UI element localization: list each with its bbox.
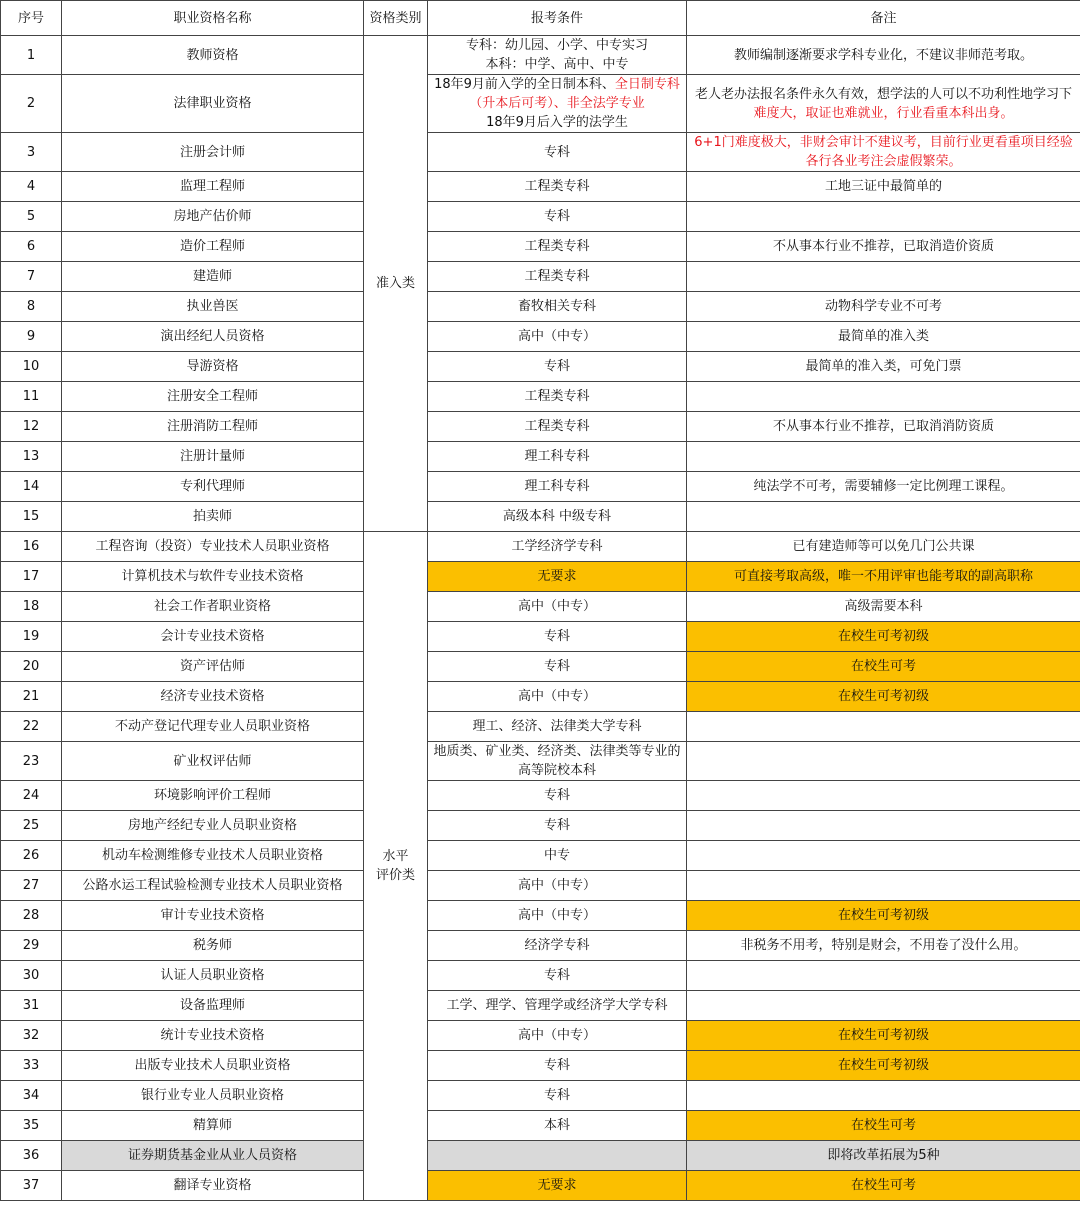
- table-row: [1, 442, 1080, 472]
- row-name: 教师资格: [62, 36, 364, 75]
- row-note: 在校生可考: [687, 1111, 1080, 1141]
- row-no: 22: [1, 712, 62, 742]
- table-row: [1, 931, 1080, 961]
- row-name: 统计专业技术资格: [62, 1021, 364, 1051]
- row-name: 精算师: [62, 1111, 364, 1141]
- row-note: 工地三证中最简单的: [687, 172, 1080, 202]
- row-conditions: 工程类专科: [428, 172, 687, 202]
- row-no: 16: [1, 532, 62, 562]
- row-conditions: 专科: [428, 352, 687, 382]
- row-note: [687, 442, 1080, 472]
- row-conditions: 畜牧相关专科: [428, 292, 687, 322]
- row-name: 证券期货基金业从业人员资格: [62, 1141, 364, 1171]
- category-level-evaluation: [364, 532, 428, 1201]
- table-row: [1, 1021, 1080, 1051]
- conditions-line: 专科：幼儿园、小学、中专实习: [465, 38, 648, 53]
- row-note: 6+1门难度极大，非财会审计不建议考，目前行业更看重项目经验各行各业考注会虚假繁荣。: [687, 133, 1080, 172]
- row-no: 2: [1, 75, 62, 133]
- row-no: 27: [1, 871, 62, 901]
- table-row: [1, 472, 1080, 502]
- row-note: 不从事本行业不推荐，已取消消防资质: [687, 412, 1080, 442]
- row-note: 可直接考取高级，唯一不用评审也能考取的副高职称: [687, 562, 1080, 592]
- row-name: 认证人员职业资格: [62, 961, 364, 991]
- row-note: [687, 961, 1080, 991]
- note-warning-text: 难度大，取证也难就业，行业看重本科出身。: [753, 105, 1014, 121]
- row-conditions: 高中（中专）: [428, 682, 687, 712]
- row-no: 24: [1, 781, 62, 811]
- header-notes: 备注: [687, 1, 1080, 36]
- row-no: 17: [1, 562, 62, 592]
- table-row: [1, 592, 1080, 622]
- row-note: [687, 871, 1080, 901]
- row-no: 35: [1, 1111, 62, 1141]
- row-no: 34: [1, 1081, 62, 1111]
- row-note: [687, 1081, 1080, 1111]
- row-conditions: 高中（中专）: [428, 901, 687, 931]
- row-note: 在校生可考: [687, 652, 1080, 682]
- row-no: 19: [1, 622, 62, 652]
- row-name: 会计专业技术资格: [62, 622, 364, 652]
- table-row: [1, 172, 1080, 202]
- row-note: [687, 841, 1080, 871]
- row-no: 13: [1, 442, 62, 472]
- table-row: [1, 532, 1080, 562]
- row-conditions: 工学、理学、管理学或经济学大学专科: [428, 991, 687, 1021]
- row-conditions: 无要求: [428, 562, 687, 592]
- row-name: 不动产登记代理专业人员职业资格: [62, 712, 364, 742]
- row-conditions: 高中（中专）: [428, 1021, 687, 1051]
- note-text: 老人老办法报名条件永久有效，想学法的人可以不功利性地学习下: [694, 86, 1072, 102]
- row-no: 20: [1, 652, 62, 682]
- conditions-line: 本科：中学、高中、中专: [485, 57, 629, 72]
- category-line: 评价类: [375, 868, 415, 883]
- row-name: 注册消防工程师: [62, 412, 364, 442]
- row-name: 税务师: [62, 931, 364, 961]
- row-no: 37: [1, 1171, 62, 1201]
- row-name: 导游资格: [62, 352, 364, 382]
- row-note: 在校生可考初级: [687, 1051, 1080, 1081]
- row-conditions: 工程类专科: [428, 262, 687, 292]
- row-no: 12: [1, 412, 62, 442]
- row-no: 25: [1, 811, 62, 841]
- row-name: 审计专业技术资格: [62, 901, 364, 931]
- row-name: 注册计量师: [62, 442, 364, 472]
- row-conditions: 专科: [428, 811, 687, 841]
- header-category: 资格类别: [364, 1, 428, 36]
- row-conditions: 专科: [428, 1081, 687, 1111]
- table-row: [1, 502, 1080, 532]
- row-name: 法律职业资格: [62, 75, 364, 133]
- row-conditions: 高级本科 中级专科: [428, 502, 687, 532]
- row-note: 非税务不用考，特别是财会，不用卷了没什么用。: [687, 931, 1080, 961]
- table-row: [1, 382, 1080, 412]
- row-note: 在校生可考初级: [687, 682, 1080, 712]
- row-name: 翻译专业资格: [62, 1171, 364, 1201]
- row-note: [687, 781, 1080, 811]
- table-row: [1, 781, 1080, 811]
- row-name: 注册安全工程师: [62, 382, 364, 412]
- row-conditions: 专科: [428, 133, 687, 172]
- row-note: 最简单的准入类: [687, 322, 1080, 352]
- header-conditions: 报考条件: [428, 1, 687, 36]
- row-no: 15: [1, 502, 62, 532]
- row-note: 高级需要本科: [687, 592, 1080, 622]
- row-conditions: 工程类专科: [428, 412, 687, 442]
- category-entry: 准入类: [364, 36, 428, 532]
- table-row: [1, 841, 1080, 871]
- row-conditions: 专科: [428, 1051, 687, 1081]
- row-conditions: 工程类专科: [428, 232, 687, 262]
- row-no: 26: [1, 841, 62, 871]
- row-note: [687, 811, 1080, 841]
- row-note: 动物科学专业不可考: [687, 292, 1080, 322]
- row-note: [687, 382, 1080, 412]
- table-row: [1, 292, 1080, 322]
- row-note: [687, 742, 1080, 781]
- row-no: 10: [1, 352, 62, 382]
- row-conditions: 高中（中专）: [428, 322, 687, 352]
- table-row: [1, 652, 1080, 682]
- table-row: [1, 871, 1080, 901]
- row-no: 3: [1, 133, 62, 172]
- row-name: 资产评估师: [62, 652, 364, 682]
- header-name: 职业资格名称: [62, 1, 364, 36]
- conditions-line: 18年9月后入学的法学生: [486, 115, 628, 130]
- table-row: [1, 712, 1080, 742]
- row-note: 教师编制逐渐要求学科专业化，不建议非师范考取。: [687, 36, 1080, 75]
- row-note: 在校生可考初级: [687, 901, 1080, 931]
- row-conditions: 理工科专科: [428, 472, 687, 502]
- row-note: [687, 262, 1080, 292]
- row-note: [687, 202, 1080, 232]
- row-conditions: 专科: [428, 781, 687, 811]
- row-no: 18: [1, 592, 62, 622]
- row-note: [687, 991, 1080, 1021]
- row-conditions: [428, 36, 687, 75]
- row-no: 29: [1, 931, 62, 961]
- row-name: 执业兽医: [62, 292, 364, 322]
- row-name: 公路水运工程试验检测专业技术人员职业资格: [62, 871, 364, 901]
- row-name: 社会工作者职业资格: [62, 592, 364, 622]
- table-row: [1, 682, 1080, 712]
- row-no: 14: [1, 472, 62, 502]
- row-name: 造价工程师: [62, 232, 364, 262]
- row-note: 在校生可考初级: [687, 1021, 1080, 1051]
- row-name: 计算机技术与软件专业技术资格: [62, 562, 364, 592]
- row-no: 36: [1, 1141, 62, 1171]
- table-row: [1, 991, 1080, 1021]
- table-row: [1, 352, 1080, 382]
- table-row: [1, 1111, 1080, 1141]
- row-name: 专利代理师: [62, 472, 364, 502]
- row-note: [687, 502, 1080, 532]
- row-no: 31: [1, 991, 62, 1021]
- table-row: [1, 1171, 1080, 1201]
- row-no: 9: [1, 322, 62, 352]
- row-note: 即将改革拓展为5种: [687, 1141, 1080, 1171]
- table-row: [1, 622, 1080, 652]
- row-name: 环境影响评价工程师: [62, 781, 364, 811]
- row-conditions: 地质类、矿业类、经济类、法律类等专业的高等院校本科: [428, 742, 687, 781]
- table-row: [1, 811, 1080, 841]
- table-row: [1, 961, 1080, 991]
- row-name: 建造师: [62, 262, 364, 292]
- row-name: 房地产经纪专业人员职业资格: [62, 811, 364, 841]
- table-row: [1, 1051, 1080, 1081]
- header-no: 序号: [1, 1, 62, 36]
- row-note: 最简单的准入类，可免门票: [687, 352, 1080, 382]
- conditions-highlight-text: 全日制专科（升本后可考）、非全法学专业: [469, 77, 680, 111]
- row-name: 机动车检测维修专业技术人员职业资格: [62, 841, 364, 871]
- table-row: [1, 133, 1080, 172]
- row-conditions: 高中（中专）: [428, 871, 687, 901]
- row-name: 设备监理师: [62, 991, 364, 1021]
- row-conditions: 专科: [428, 652, 687, 682]
- row-name: 工程咨询（投资）专业技术人员职业资格: [62, 532, 364, 562]
- table-row: [1, 202, 1080, 232]
- row-conditions: 专科: [428, 202, 687, 232]
- table-row: [1, 1081, 1080, 1111]
- row-no: 4: [1, 172, 62, 202]
- row-no: 33: [1, 1051, 62, 1081]
- row-note: 已有建造师等可以免几门公共课: [687, 532, 1080, 562]
- row-no: 5: [1, 202, 62, 232]
- table-row: [1, 742, 1080, 781]
- row-name: 经济专业技术资格: [62, 682, 364, 712]
- row-no: 21: [1, 682, 62, 712]
- row-note: 不从事本行业不推荐，已取消造价资质: [687, 232, 1080, 262]
- row-conditions: 专科: [428, 961, 687, 991]
- table-row: [1, 232, 1080, 262]
- row-note: [687, 712, 1080, 742]
- table-row: [1, 262, 1080, 292]
- row-no: 28: [1, 901, 62, 931]
- row-conditions: 工程类专科: [428, 382, 687, 412]
- table-row: [1, 562, 1080, 592]
- row-conditions: 工学经济学专科: [428, 532, 687, 562]
- row-conditions: 中专: [428, 841, 687, 871]
- row-no: 7: [1, 262, 62, 292]
- row-conditions: 本科: [428, 1111, 687, 1141]
- row-conditions: [428, 75, 687, 133]
- row-conditions: 理工科专科: [428, 442, 687, 472]
- conditions-text: 18年9月前入学的全日制本科、: [434, 77, 615, 92]
- row-conditions: 理工、经济、法律类大学专科: [428, 712, 687, 742]
- table-row: [1, 36, 1080, 75]
- table-row: [1, 901, 1080, 931]
- row-name: 房地产估价师: [62, 202, 364, 232]
- table-row: [1, 412, 1080, 442]
- row-name: 拍卖师: [62, 502, 364, 532]
- row-name: 监理工程师: [62, 172, 364, 202]
- table-row: [1, 322, 1080, 352]
- row-conditions: 专科: [428, 622, 687, 652]
- category-line: 水平: [382, 849, 409, 864]
- row-no: 32: [1, 1021, 62, 1051]
- row-name: 注册会计师: [62, 133, 364, 172]
- row-note: 在校生可考: [687, 1171, 1080, 1201]
- row-note: [687, 75, 1080, 133]
- row-name: 银行业专业人员职业资格: [62, 1081, 364, 1111]
- row-no: 30: [1, 961, 62, 991]
- row-note: 纯法学不可考，需要辅修一定比例理工课程。: [687, 472, 1080, 502]
- header-row: [1, 1, 1080, 36]
- table-row: [1, 1141, 1080, 1171]
- row-no: 6: [1, 232, 62, 262]
- row-conditions: 经济学专科: [428, 931, 687, 961]
- row-note: 在校生可考初级: [687, 622, 1080, 652]
- row-no: 8: [1, 292, 62, 322]
- row-no: 11: [1, 382, 62, 412]
- row-conditions: 高中（中专）: [428, 592, 687, 622]
- row-name: 出版专业技术人员职业资格: [62, 1051, 364, 1081]
- table-row: [1, 75, 1080, 133]
- row-conditions: 无要求: [428, 1171, 687, 1201]
- row-no: 23: [1, 742, 62, 781]
- row-name: 矿业权评估师: [62, 742, 364, 781]
- row-no: 1: [1, 36, 62, 75]
- row-name: 演出经纪人员资格: [62, 322, 364, 352]
- row-conditions: [428, 1141, 687, 1171]
